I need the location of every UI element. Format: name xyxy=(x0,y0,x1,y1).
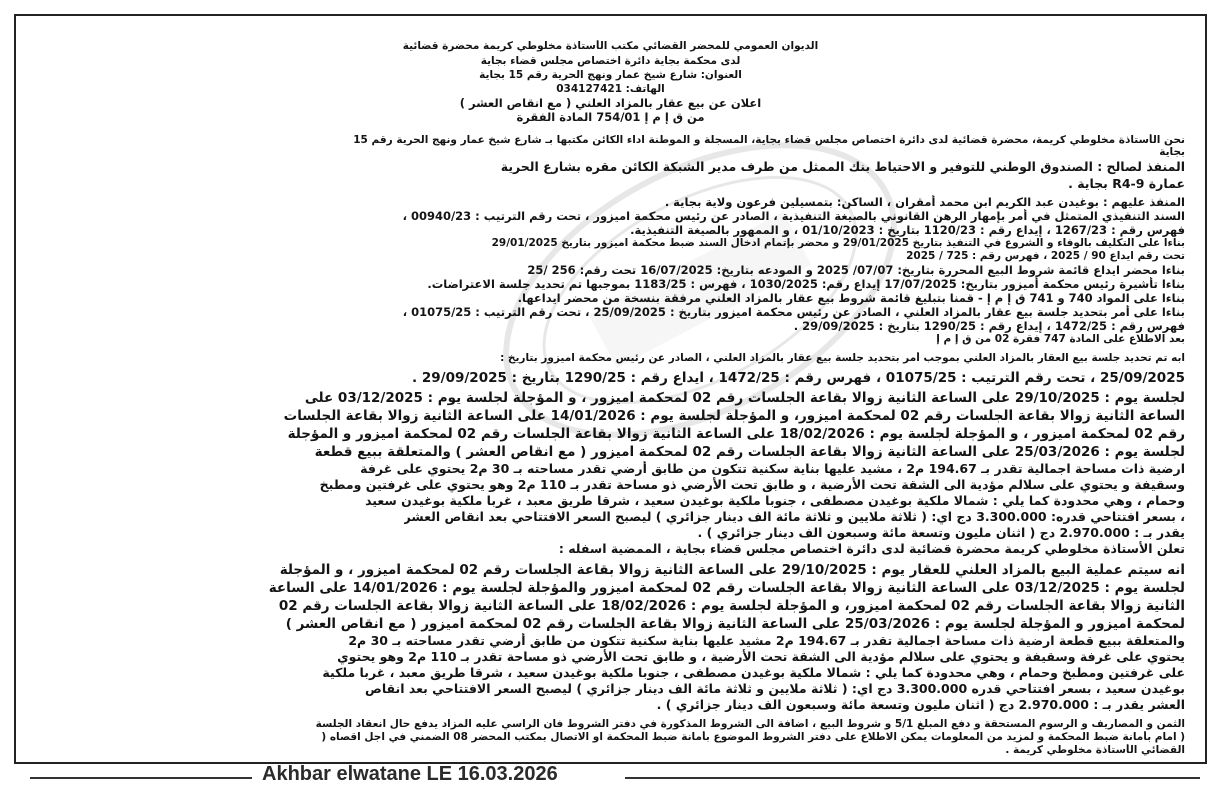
closing-line-1: الثمن و المصاريف و الرسوم المستحقة و دفع المبلغ 5/1 و شروط البيع ، اضافة الى الشروط المذكورة في دفتر الشروط فان الراسي عليه المزاد يدفع حال انعقاد الجلسة xyxy=(315,718,1185,730)
basis-line-3: بناءا محضر ايداع قائمة شروط البيع المحررة بتاريخ: 07/07/ 2025 و المودعه بتاريخ: 16/07/2025 تحت رقم: 256 /25 xyxy=(527,263,1185,277)
footer-rule-left xyxy=(30,777,252,779)
basis-line-2: تحت رقم ايداع 90 / 2025 ، فهرس رقم : 725 / 2025 xyxy=(906,250,1185,262)
body-line-20: بوغيدن سعيد ، بسعر افتتاحي قدره 3.300.000 دج اي: ( ثلاثة ملايين و ثلاثة مائة الف دينار جزائري ) ليصبح السعر الافتتاحي بعد انقاص xyxy=(365,681,1185,696)
body-line-2: 25/09/2025 ، تحت رقم الترتيب : 01075/25 ، فهرس رقم : 1472/25 ، ايداع رقم : 1290/25 بتاريخ : 29/09/2025 . xyxy=(412,370,1185,386)
body-line-16: لمحكمة اميزور و المؤجلة لجلسة يوم : 25/03/2026 على الساعة الثانية زوالا بقاعة الجلسات رقم 02 لمحكمة اميزور ( مع انقاص العشر ) xyxy=(285,616,1185,632)
body-line-8: وسقيفة و يحتوي على سلالم مؤدية الى الشقة تحت الأرضية ، و طابق تحت الأرضي ذو مساحة تقدر بـ 110 م2 وهو يحتوي على غرفتين ومطبخ xyxy=(319,477,1185,492)
enforcement-index: فهرس رقم : 1267/23 ، إيداع رقم : 1120/23 بتاريخ : 01/10/2023 ، و الممهور بالصيغة التنفيذية. xyxy=(630,223,1185,237)
basis-line-8: بعد الاطلاع على المادة 747 فقرة 02 من ق إ م إ xyxy=(936,333,1185,345)
body-line-11: يقدر بـ : 2.970.000 دج ( اثنان مليون وتسعة مائة وسبعون الف دينار جزائري ) . xyxy=(697,525,1185,540)
closing-line-3: القضائي الأستاذة مخلوطي كريمة . xyxy=(1005,744,1185,756)
intro-text: نحن الأستاذة مخلوطي كريمة، محضرة قضائية لدى دائرة اختصاص مجلس قضاء بجاية، المسجلة و الموطنة اداء الكائن مكتبها بـ شارع شيخ عمار ونهج الحرية رقم 15 xyxy=(353,134,1185,146)
body-line-4: الساعة الثانية زوالا بقاعة الجلسات رقم 02 لمحكمة اميزور، و المؤجلة لجلسة يوم : 14/01/2026 على الساعة الثانية زوالا بقاعة الجلسات xyxy=(283,408,1185,424)
header-office: الديوان العمومي للمحضر القضائي مكتب الأستاذة مخلوطي كريمة محضرة قضائية xyxy=(402,40,819,52)
body-line-14: لجلسة يوم : 03/12/2025 على الساعة الثانية زوالا بقاعة الجلسات رقم 02 لمحكمة اميزور والمؤجلة لجلسة يوم : 14/01/2026 على الساعة xyxy=(268,580,1185,596)
basis-line-4: بناءا تأشيرة رئيس محكمة أميزور بتاريخ: 17/07/2025 إيداع رقم: 1030/2025 ، فهرس : 1183/25 بموجبها تم تحديد جلسة الاعتراضات. xyxy=(427,277,1185,291)
body-line-17: والمتعلقة ببيع قطعة ارضية ذات مساحة اجمالية تقدر بـ 194.67 م2 مشيد عليها بناية سكنية تتكون من طابق أرضي تقدر مساحته بـ 30 م2 xyxy=(348,633,1185,648)
creditor-line: المنفذ لصالح : الصندوق الوطني للتوفير و الاحتياط بنك الممثل من طرف مدير الشبكة الكائن مقره بشارع الحرية xyxy=(500,159,1185,174)
body-line-1: ابه تم تحديد جلسة بيع العقار بالمزاد العلني بموجب أمر بتحديد جلسة بيع عقار بالمزاد العلني ، الصادر عن رئيس محكمة اميزور بتاريخ : xyxy=(500,352,1185,364)
basis-line-1: بناءا على التكليف بالوفاء و الشروع في التنفيذ بتاريخ 29/01/2025 و محضر بإتمام ادخال السند ضبط محكمة اميزور بتاريخ 29/01/2025 xyxy=(491,237,1185,249)
enforcement-title: السند التنفيذي المتمثل في أمر بإمهار الرهن القانوني بالصيغة التنفيذية ، الصادر عن رئيس محكمة اميزور ، تحت رقم الترتيب : 00940/23 ، xyxy=(402,209,1185,223)
body-line-15: الثانية زوالا بقاعة الجلسات رقم 02 لمحكمة اميزور، و المؤجلة لجلسة يوم : 18/02/2026 على الساعة الثانية زوالا بقاعة الجلسات رقم 02 xyxy=(278,598,1185,614)
body-line-6: لجلسة يوم : 25/03/2026 على الساعة الثانية زوالا بقاعة الجلسات رقم 02 لمحكمة اميزور ( مع انقاص العشر ) والمتعلقة ببيع قطعة xyxy=(314,444,1185,460)
body-line-10: ، بسعر افتتاحي قدره: 3.300.000 دج اي: ( ثلاثة ملايين و ثلاثة مائة الف دينار جزائري ) ليصبح السعر الافتتاحي بعد انقاص العشر xyxy=(403,509,1185,524)
basis-line-5: بناءا على المواد 740 و 741 ق إ م إ - قمنا بتبليغ قائمة شروط بيع عقار بالمزاد العلني مرفقة بنسخة من محضر ايداعها. xyxy=(517,291,1185,305)
notice-article: من ق إ م إ 754/01 المادة الفقرة xyxy=(516,110,705,124)
body-line-3: لجلسة يوم : 29/10/2025 على الساعة الثانية زوالا بقاعة الجلسات رقم 02 لمحكمة اميزور ، و المؤجلة لجلسة يوم : 03/12/2025 على xyxy=(304,390,1185,406)
footer-rule-right xyxy=(625,777,1200,779)
body-line-9: وحمام ، وهي محدودة كما يلي : شمالا ملكية بوغيدن مصطفى ، جنوبا ملكية بوغيدن سعيد ، شرقا طريق معبد ، غربا ملكية بوغيدن سعيد xyxy=(365,493,1185,508)
header-court: لدى محكمة بجاية دائرة اختصاص مجلس قضاء بجاية xyxy=(480,55,741,67)
basis-line-7: فهرس رقم : 1472/25 ، إيداع رقم : 1290/25 بتاريخ : 29/09/2025 . xyxy=(793,319,1185,333)
body-line-13: انه سيتم عملية البيع بالمزاد العلني للعقار يوم : 29/10/2025 على الساعة الثانية زوالا بقاعة الجلسات رقم 02 لمحكمة اميزور ، و المؤجلة xyxy=(279,562,1185,578)
creditor-address: عمارة 9-R4 بجاية . xyxy=(1068,176,1185,191)
header-address: العنوان: شارع شيخ عمار ونهج الحرية رقم 15 بجاية xyxy=(479,69,742,81)
closing-line-2: ( امام بأمانة ضبط المحكمة و لمزيد من المعلومات يمكن الاطلاع على دفتر الشروط الموضوع بأمانة ضبط المحكمة او الاتصال بمكتب المحضر 08 الضمني في اجل اقصاه ( xyxy=(321,731,1185,743)
body-line-18: يحتوي على غرفة وسقيفة و يحتوي على سلالم مؤدية الى الشقة تحت الأرضية ، و طابق تحت الأرضي ذو مساحة تقدر بـ 110 م2 وهو يحتوي xyxy=(337,649,1185,664)
body-line-19: على غرفتين ومطبخ وحمام ، وهي محدودة كما يلي : شمالا ملكية بوغيدن مصطفى ، جنوبا ملكية بوغيدن سعيد ، شرقا طريق معبد ، غربا ملكية xyxy=(322,665,1185,680)
source-caption: Akhbar elwatane LE 16.03.2026 xyxy=(262,763,558,785)
basis-line-6: بناءا على أمر بتحديد جلسة بيع عقار بالمزاد العلني ، الصادر عن رئيس محكمة اميزور بتاريخ : 25/09/2025 ، تحت رقم الترتيب : 01075/25 ، xyxy=(402,305,1185,319)
body-line-12: تعلن الأستاذة مخلوطي كريمة محضرة قضائية لدى دائرة اختصاص مجلس قضاء بجاية ، الممضية اسفله : xyxy=(558,541,1185,556)
notice-title: اعلان عن بيع عقار بالمزاد العلني ( مع انقاص العشر ) xyxy=(459,96,762,110)
body-line-7: ارضية ذات مساحة اجمالية تقدر بـ 194.67 م2 ، مشيد عليها بناية سكنية تتكون من طابق أرضي تقدر مساحته بـ 30 م2 يحتوي على غرفة xyxy=(360,461,1185,476)
debtor-line: المنفذ عليهم : بوغيدن عبد الكريم ابن محمد أمقران ، الساكن: بتمسيلين فرعون ولاية بجاية . xyxy=(664,195,1185,209)
intro-text-cont: بجاية xyxy=(1159,146,1185,158)
source-footer xyxy=(0,762,1221,792)
legal-notice xyxy=(22,28,1199,756)
body-line-5: رقم 02 لمحكمة اميزور ، و المؤجلة لجلسة يوم : 18/02/2026 على الساعة الثانية زوالا بقاعة الجلسات رقم 02 لمحكمة اميزور و المؤجلة xyxy=(287,426,1185,442)
header-phone: الهاتف: 034127421 xyxy=(556,83,665,95)
body-line-21: العشر يقدر بـ : 2.970.000 دج ( اثنان مليون وتسعة مائة وسبعون الف دينار جزائري ) . xyxy=(656,697,1185,712)
